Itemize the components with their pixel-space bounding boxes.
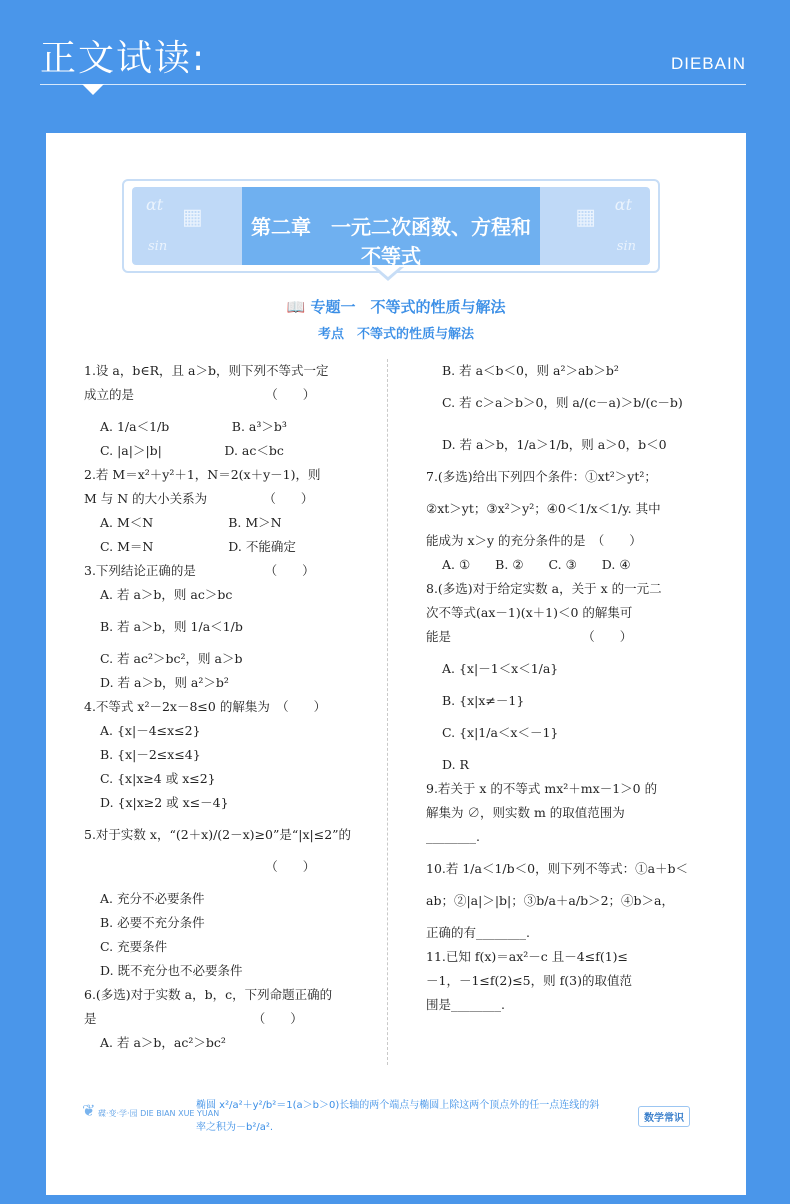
calculator-icon: ▦ [182, 205, 203, 230]
question-line: 4.不等式 x²－2x－8≤0 的解集为 （ ） [84, 699, 327, 714]
option-line: D. {x|x≥2 或 x≤－4} [100, 795, 229, 810]
question-line: 7.(多选)给出下列四个条件：①xt²＞yt²； [426, 469, 657, 484]
option-line: C. {x|1/a＜x＜－1} [442, 725, 559, 740]
question-line: 1.设 a，b∈R，且 a＞b，则下列不等式一定 [84, 363, 329, 378]
option-line: C. 若 ac²＞bc²，则 a＞b [100, 651, 243, 666]
question-line: 是 （ ） [84, 1011, 303, 1026]
question-line: M 与 N 的大小关系为 （ ） [84, 491, 314, 506]
left-column [84, 359, 364, 1055]
option-line: B. 若 a＞b，则 1/a＜1/b [100, 619, 243, 634]
topic-title: 专题一 不等式的性质与解法 [310, 298, 506, 316]
page-header-title: 正文试读: [40, 38, 207, 79]
chapter-title: 第二章 一元二次函数、方程和不等式 [251, 215, 531, 265]
math-tip-line: 椭圆 x²/a²＋y²/b²＝1(a＞b＞0)长轴的两个端点与椭圆上除这两个顶点外的任一点连线的斜 [196, 1100, 600, 1111]
sin-icon: sin [148, 239, 168, 254]
topic-heading [46, 296, 746, 317]
sin-icon-right: sin [616, 239, 636, 254]
option-line: D. 若 a＞b，1/a＞1/b，则 a＞0，b＜0 [442, 437, 667, 452]
butterfly-icon: ❦ [82, 1101, 96, 1120]
option-line: D. 若 a＞b，则 a²＞b² [100, 675, 229, 690]
question-line: 5.对于实数 x，“(2＋x)/(2－x)≥0”是“|x|≤2”的 [84, 827, 352, 842]
question-line: 8.(多选)对于给定实数 a，关于 x 的一元二 [426, 581, 662, 596]
calculator-icon-right: ▦ [575, 205, 596, 230]
option-line: A. 1/a＜1/b B. a³＞b³ [100, 419, 287, 434]
question-line: 11.已知 f(x)＝ax²－c 且－4≤f(1)≤ [426, 949, 629, 964]
brand-label: DIEBAIN [670, 54, 746, 73]
kaodian-heading: 考点 不等式的性质与解法 [317, 327, 474, 342]
question-line: 能成为 x＞y 的充分条件的是 （ ） [426, 533, 642, 548]
math-tip [196, 1095, 636, 1139]
question-line: 10.若 1/a＜1/b＜0，则下列不等式：①a＋b＜ [426, 861, 689, 876]
logo-text: 碟·变·学·园 DIE BIAN XUE YUAN [97, 1109, 220, 1118]
option-line: A. {x|－1＜x＜1/a} [442, 661, 559, 676]
question-line: 9.若关于 x 的不等式 mx²＋mx－1＞0 的 [426, 781, 658, 796]
math-tip-badge: 数学常识 [638, 1106, 690, 1127]
question-line: ②xt＞yt；③x²＞y²；④0＜1/x＜1/y. 其中 [426, 501, 661, 516]
question-line: 2.若 M＝x²＋y²＋1，N＝2(x＋y－1)，则 [84, 467, 321, 482]
option-line: D. R [442, 757, 469, 772]
chapter-banner [122, 179, 660, 273]
banner-background [132, 187, 650, 265]
alpha-t-icon-right: αt [614, 195, 632, 214]
document-page [46, 133, 746, 1195]
right-column [426, 359, 696, 1017]
question-line: 次不等式(ax－1)(x＋1)＜0 的解集可 [426, 605, 633, 620]
option-line: C. 充要条件 [100, 939, 168, 954]
header-divider [40, 84, 746, 85]
question-line: 能是 （ ） [426, 629, 633, 644]
math-tip-line: 率之积为－b²/a². [196, 1122, 274, 1133]
option-line: A. {x|－4≤x≤2} [100, 723, 201, 738]
question-line: 解集为 ∅，则实数 m 的取值范围为 [426, 805, 625, 820]
option-line: A. M＜N B. M＞N [100, 515, 282, 530]
option-line: B. 必要不充分条件 [100, 915, 205, 930]
banner-title-box [242, 187, 540, 265]
option-line: C. |a|＞|b| D. ac＜bc [100, 443, 284, 458]
option-line: C. M＝N D. 不能确定 [100, 539, 296, 554]
question-line: 6.(多选)对于实数 a，b，c，下列命题正确的 [84, 987, 333, 1002]
option-line: D. 既不充分也不必要条件 [100, 963, 243, 978]
question-line: ab；②|a|＞|b|；③b/a＋a/b＞2；④b＞a， [426, 893, 674, 908]
question-line: 3.下列结论正确的是 （ ） [84, 563, 315, 578]
option-line: C. 若 c＞a＞b＞0，则 a/(c－a)＞b/(c－b) [442, 395, 683, 410]
book-icon: 📖 [286, 298, 306, 316]
option-line: B. {x|－2≤x≤4} [100, 747, 201, 762]
option-line: C. {x|x≥4 或 x≤2} [100, 771, 216, 786]
header-pointer-arrow [82, 84, 104, 95]
banner-tail-inner [375, 266, 401, 277]
option-line: B. {x|x≠－1} [442, 693, 525, 708]
question-line: （ ） [84, 859, 316, 874]
question-line: 成立的是 （ ） [84, 387, 316, 402]
option-line: A. 若 a＞b，ac²＞bc² [100, 1035, 226, 1050]
question-line: 正确的有________. [426, 925, 530, 940]
option-line: A. 若 a＞b，则 ac＞bc [100, 587, 233, 602]
option-line: B. 若 a＜b＜0，则 a²＞ab＞b² [442, 363, 619, 378]
alpha-t-icon: αt [146, 195, 164, 214]
option-line: A. ① B. ② C. ③ D. ④ [442, 557, 631, 572]
question-line: 围是________. [426, 997, 505, 1012]
column-divider [387, 359, 388, 1065]
question-line: ________. [426, 829, 480, 844]
option-line: A. 充分不必要条件 [100, 891, 205, 906]
question-line: －1，－1≤f(2)≤5，则 f(3)的取值范 [426, 973, 632, 988]
